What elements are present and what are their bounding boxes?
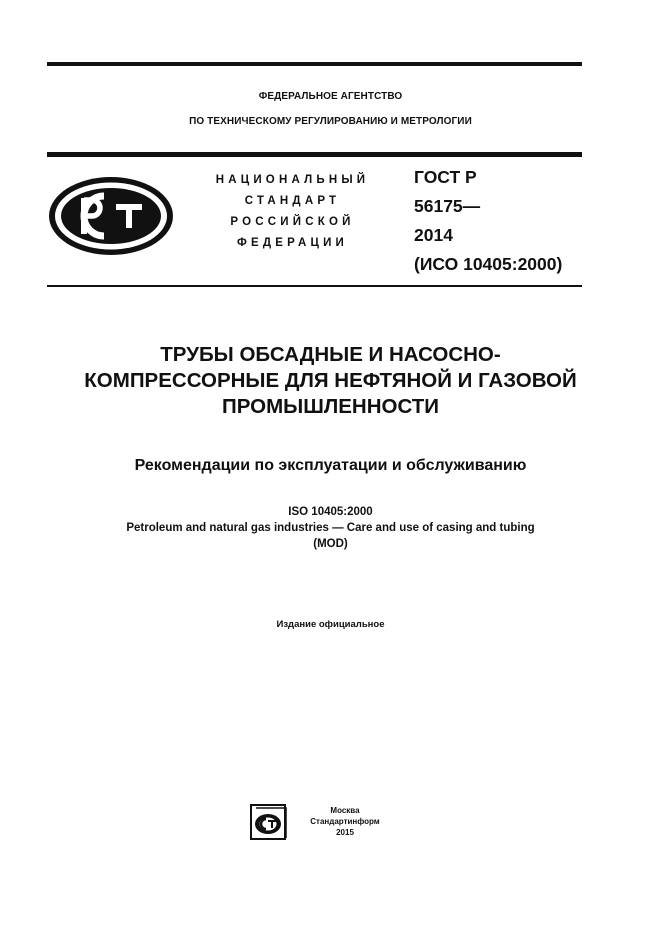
gost-line: ГОСТ Р: [414, 167, 477, 187]
national-standard-label: [190, 170, 395, 254]
iso-modification: (MOD): [313, 538, 348, 550]
gost-line: 56175—: [414, 196, 481, 216]
gost-designation: [414, 163, 562, 279]
national-standard-line: СТАНДАРТ: [244, 195, 341, 207]
agency-line-1: ФЕДЕРАЛЬНОЕ АГЕНТСТВО: [258, 91, 403, 102]
standartinform-logo-icon: [250, 804, 290, 840]
title-line: ПРОМЫШЛЕННОСТИ: [222, 395, 439, 418]
document-title: [0, 342, 661, 420]
iso-reference: [0, 504, 661, 552]
header-bottom-rule: [47, 285, 582, 287]
title-line: КОМПРЕССОРНЫЕ ДЛЯ НЕФТЯНОЙ И ГАЗОВОЙ: [84, 369, 577, 392]
rst-logo-icon: [46, 174, 176, 258]
publisher-year: 2015: [336, 828, 354, 837]
official-edition-label: Издание официальное: [276, 619, 385, 630]
header-top-rule: [47, 152, 582, 157]
national-standard-line: ФЕДЕРАЦИИ: [236, 237, 349, 249]
national-standard-line: НАЦИОНАЛЬНЫЙ: [215, 174, 370, 186]
document-subtitle: Рекомендации по эксплуатации и обслуживанию: [134, 457, 527, 474]
iso-code: ISO 10405:2000: [288, 506, 373, 518]
iso-english-title: Petroleum and natural gas industries — Care and use of casing and tubing: [126, 522, 535, 534]
top-rule: [47, 62, 582, 66]
publisher-city: Москва: [330, 806, 360, 815]
agency-line-2: ПО ТЕХНИЧЕСКОМУ РЕГУЛИРОВАНИЮ И МЕТРОЛОГИИ: [189, 116, 472, 127]
gost-line: (ИСО 10405:2000): [414, 254, 563, 274]
publisher-name: Стандартинформ: [310, 817, 380, 826]
national-standard-line: РОССИЙСКОЙ: [230, 216, 355, 228]
gost-line: 2014: [414, 225, 453, 245]
title-line: ТРУБЫ ОБСАДНЫЕ И НАСОСНО-: [160, 343, 501, 366]
publisher-info: [300, 805, 390, 838]
